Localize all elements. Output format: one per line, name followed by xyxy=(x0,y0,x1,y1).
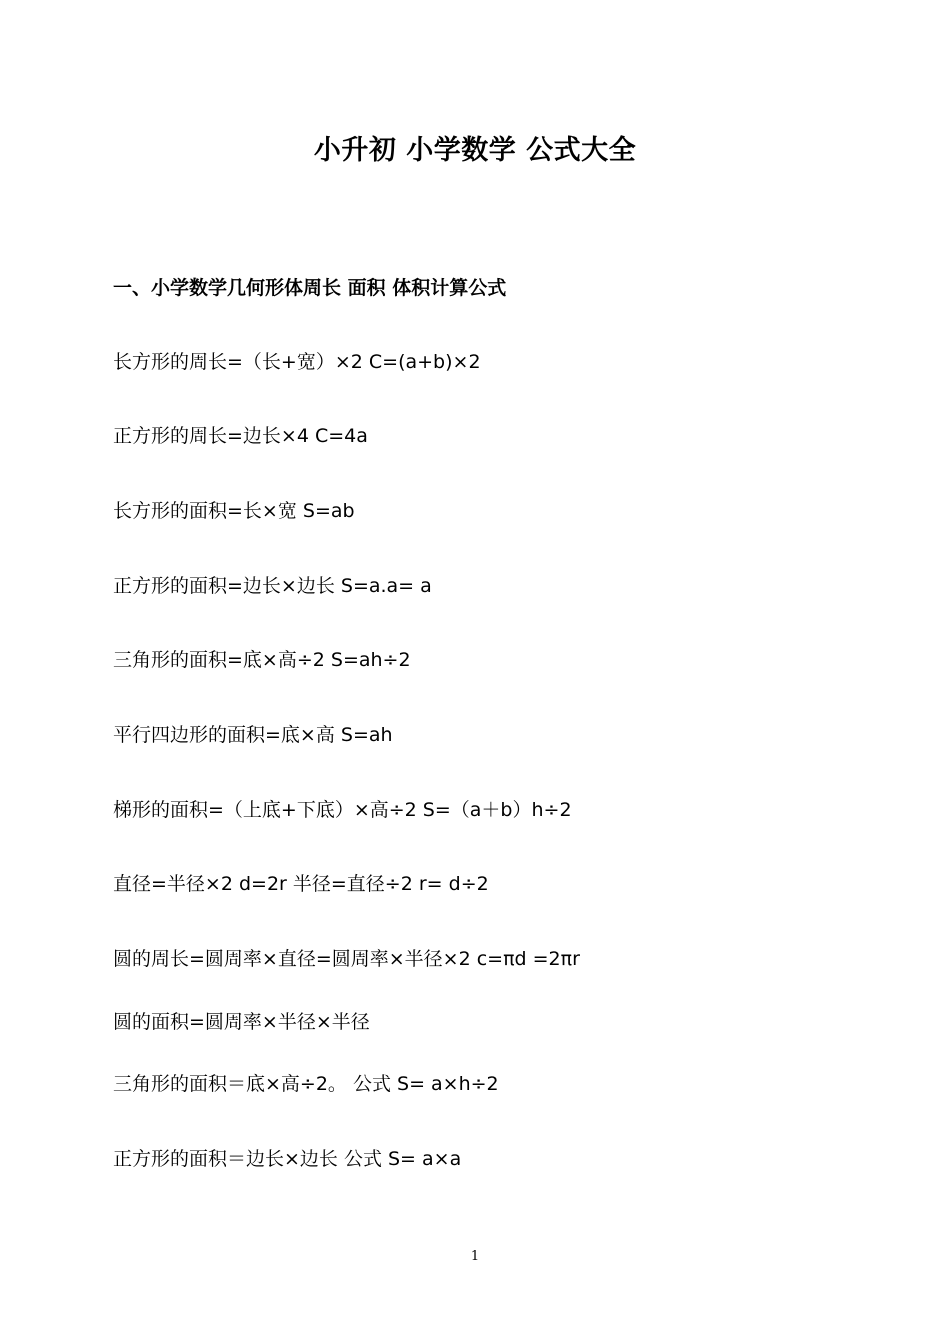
formula-line: 三角形的面积＝底×高÷2。 公式 S= a×h÷2 xyxy=(113,1073,499,1095)
section-heading: 一、小学数学几何形体周长 面积 体积计算公式 xyxy=(113,277,507,299)
formula-line: 长方形的面积=长×宽 S=ab xyxy=(113,500,355,522)
formula-line: 圆的面积=圆周率×半径×半径 xyxy=(113,1011,370,1033)
formula-line: 正方形的周长=边长×4 C=4a xyxy=(113,425,368,447)
formula-line: 梯形的面积=（上底+下底）×高÷2 S=（a＋b）h÷2 xyxy=(113,799,572,821)
formula-line: 三角形的面积=底×高÷2 S=ah÷2 xyxy=(113,649,411,671)
formula-line: 直径=半径×2 d=2r 半径=直径÷2 r= d÷2 xyxy=(113,873,489,895)
formula-line: 正方形的面积=边长×边长 S=a.a= a xyxy=(113,575,432,597)
formula-line: 平行四边形的面积=底×高 S=ah xyxy=(113,724,393,746)
formula-line: 圆的周长=圆周率×直径=圆周率×半径×2 c=πd =2πr xyxy=(113,948,580,970)
formula-line: 正方形的面积＝边长×边长 公式 S= a×a xyxy=(113,1148,462,1170)
page-number: 1 xyxy=(470,1249,480,1264)
formula-line: 长方形的周长=（长+宽）×2 C=(a+b)×2 xyxy=(113,351,481,373)
document-title: 小升初 小学数学 公式大全 xyxy=(313,135,637,166)
